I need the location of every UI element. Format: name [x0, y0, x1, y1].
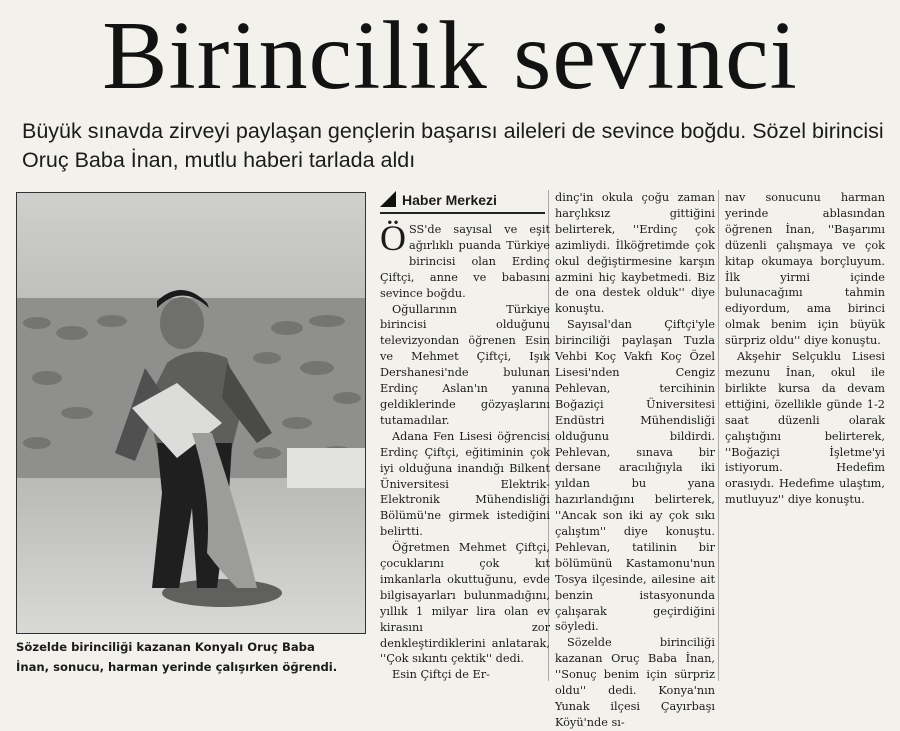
subtitle: Büyük sınavda zirveyi paylaşan gençlerin başarısı aileleri de sevince boğdu. Sözel birincisi Oruç Baba İnan, mutlu haberi tarlada aldı — [22, 119, 884, 172]
headline: Birincilik sevinci — [102, 2, 798, 110]
byline — [380, 190, 545, 210]
paragraph: Sayısal'dan Çiftçi'yle birinciliği paylaşan Tuzla Vehbi Koç Vakfı Koç Özel Lisesi'nden Cengiz Pehlevan, tercihinin Boğaziçi Üniversitesi Endüstri Mühendisliği olduğunu bildirdi. Pehlevan, sınava bir dersane aracılığıyla iki yıldan bu yana hazırlandığını belirterek, ''Ancak son iki ay çok sıkı çalıştım'' diye konuştu. Pehlevan, tatilinin bir bölümünü Kastamonu'nun Tosya ilçesinde, ailesine ait benzin istasyonunda çalışarak geçirdiğini söyledi. — [555, 318, 715, 634]
dropcap: Ö — [380, 218, 406, 258]
article-column-3 — [725, 190, 885, 508]
paragraph-text: SS'de sayısal ve eşit ağırlıklı puanda Türkiye birincisi olan Erdinç Çiftçi, anne ve babasını sevince boğdu. — [380, 223, 550, 300]
paragraph: dinç'in okula çoğu zaman harçlıksız gittiğini belirterek, ''Erdinç çok azimliydi. İlköğretimde çok okul değiştirmesine karşın azmini hiç kaybetmedi. Biz de ona destek olduk'' diye konuştu. — [555, 191, 715, 316]
paragraph — [380, 218, 550, 302]
caption-line-2: İnan, sonucu, harman yerinde çalışırken öğrendi. — [16, 660, 338, 674]
paragraph: Oğullarının Türkiye birincisi olduğunu televizyondan öğrenen Esin ve Mehmet Çiftçi, Işık Dershanesi'nde bulunan Erdinç Aslan'ın yanına geldiklerinde gözyaşlarını tutamadılar. — [380, 302, 550, 427]
byline-marker-icon — [380, 191, 396, 207]
photo-caption — [16, 637, 368, 677]
paragraph: Adana Fen Lisesi öğrencisi Erdinç Çiftçi, eğitiminin çok iyi olduğuna inandığı Bilkent Üniversitesi Elektrik-Elektronik Mühendisliği Bölümü'ne girmek istediğini belirtti. — [380, 429, 550, 539]
byline-rule — [380, 212, 545, 214]
farmer-harvest-image — [17, 193, 366, 634]
column-divider — [718, 190, 719, 681]
paragraph: Öğretmen Mehmet Çiftçi, çocuklarını çok kıt imkanlarla okuttuğunu, evde bilgisayarları bulunmadığını, yıllık 1 milyar lira olan ev kirasını zor denkleştirdiklerini anlatarak, ''Çok sıkıntı çektik'' dedi. — [380, 541, 550, 666]
paragraph: Esin Çiftçi de Er- — [392, 668, 491, 682]
article-column-1 — [380, 218, 550, 683]
paragraph: Akşehir Selçuklu Lisesi mezunu İnan, okul ile birlikte kursa da devam ettiğini, özellikle günde 1-2 saat düzenli olarak çalıştığını belirterek, ''Boğaziçi İşletme'yi istiyorum. Hedefim orasıydı. Hedefime ulaştım, mutluyuz'' diye konuştu. — [725, 350, 885, 507]
news-photo — [16, 192, 366, 634]
article-column-2 — [555, 190, 715, 731]
byline-text: Haber Merkezi — [402, 192, 497, 208]
paragraph: nav sonucunu harman yerinde ablasından öğrenen İnan, ''Başarımı düzenli çalışmaya ve çok kitap okumaya borçluyum. İlk yirmi içinde bulunacağımı tahmin ediyordum, ama birinci olmak benim için büyük sürpriz oldu'' diye konuştu. — [725, 191, 885, 348]
paragraph: Sözelde birinciliği kazanan Oruç Baba İnan, ''Sonuç benim için sürpriz oldu'' dedi. Konya'nın Yunak ilçesi Çayırbaşı Köyü'nde sı- — [555, 636, 715, 729]
caption-line-1: Sözelde birinciliği kazanan Konyalı Oruç Baba — [16, 640, 315, 654]
